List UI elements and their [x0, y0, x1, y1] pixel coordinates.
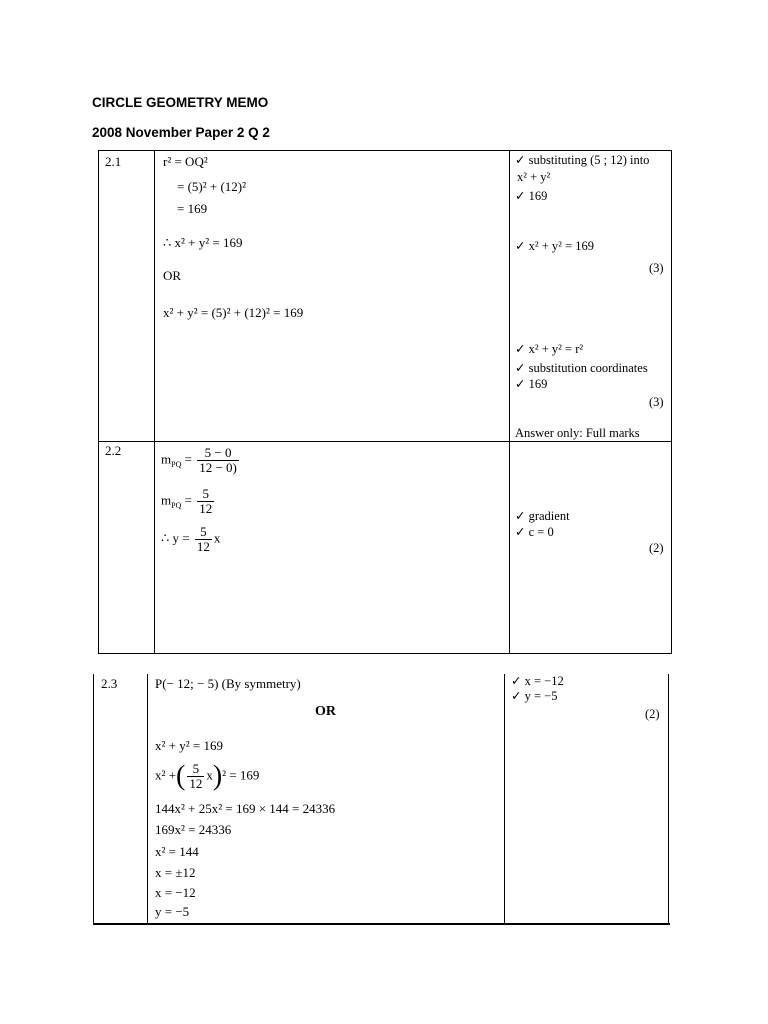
- answer-line: OR: [163, 268, 182, 283]
- answer-line: x = ±12: [155, 865, 196, 880]
- answer-line: x² = 144: [155, 844, 199, 859]
- mark-note: Answer only: Full marks: [515, 426, 640, 440]
- mark-item: ✓ substituting (5 ; 12) into: [515, 153, 650, 167]
- table-border-right: [668, 674, 669, 923]
- answer-line: 169x² = 24336: [155, 822, 232, 837]
- answer-line-fraction: [155, 762, 259, 791]
- answer-line: = (5)² + (12)²: [177, 179, 247, 194]
- answer-line: = 169: [177, 201, 208, 216]
- answer-line: r² = OQ²: [163, 154, 208, 169]
- page-subtitle: 2008 November Paper 2 Q 2: [92, 125, 270, 140]
- fraction-denominator: 12: [199, 501, 213, 516]
- answer-line: x² + y² = 169: [155, 738, 223, 753]
- fraction: [187, 762, 204, 791]
- equation-prefix: ∴ y =: [161, 530, 190, 546]
- expression-suffix: ² = 169: [222, 767, 260, 783]
- mark-item: ✓ y = −5: [511, 689, 558, 703]
- mark-total: (3): [649, 395, 664, 409]
- memo-table-2: [93, 674, 670, 925]
- column-divider: [509, 151, 510, 653]
- line-equation: [161, 525, 220, 554]
- mark-item: ✓ 169: [515, 189, 548, 203]
- mark-item: x² + y²: [517, 170, 551, 184]
- fraction: [197, 487, 214, 516]
- equation-suffix: x: [213, 530, 221, 546]
- row-divider: [99, 441, 671, 442]
- expression-variable: x: [206, 767, 213, 783]
- gradient-symbol: m: [161, 492, 172, 508]
- gradient-subscript: PQ: [171, 501, 182, 511]
- fraction-denominator: 12: [189, 776, 203, 791]
- mark-item: ✓ c = 0: [515, 525, 554, 539]
- paren-open: (: [175, 760, 186, 792]
- mark-total: (2): [645, 707, 660, 721]
- or-separator: OR: [315, 704, 336, 719]
- mark-item: ✓ 169: [515, 377, 548, 391]
- mark-item: ✓ gradient: [515, 509, 570, 523]
- gradient-line-2: $m_{PQ}$ = $\frac{5}{12}$: [161, 486, 213, 516]
- fraction-numerator: 5: [197, 487, 214, 502]
- answer-line: 144x² + 25x² = 169 × 144 = 24336: [155, 801, 336, 816]
- answer-line: x = −12: [155, 885, 196, 900]
- mark-total: (2): [649, 541, 664, 555]
- mark-total: (3): [649, 261, 664, 275]
- page-title: CIRCLE GEOMETRY MEMO: [92, 95, 269, 110]
- fraction: [195, 525, 212, 554]
- question-number: 2.2: [105, 443, 122, 458]
- column-divider: [154, 151, 155, 653]
- answer-line: y = −5: [155, 904, 190, 919]
- memo-table-1: [98, 150, 672, 654]
- fraction-denominator: 12: [196, 539, 210, 554]
- question-number: 2.3: [101, 676, 118, 691]
- mark-item: ✓ x² + y² = 169: [515, 239, 594, 253]
- mark-item: ✓ x = −12: [511, 674, 564, 688]
- table-border-left: [93, 674, 94, 923]
- mark-item: ✓ substitution coordinates: [515, 361, 648, 375]
- answer-line: x² + y² = (5)² + (12)² = 169: [163, 305, 304, 320]
- fraction-numerator: 5 − 0: [197, 446, 239, 461]
- expression-prefix: x² +: [155, 767, 176, 783]
- fraction: [197, 446, 239, 475]
- column-divider: [147, 674, 148, 923]
- question-number: 2.1: [105, 154, 122, 169]
- paren-close: ): [212, 760, 223, 792]
- gradient-subscript: PQ: [171, 460, 182, 470]
- mark-item: ✓ x² + y² = r²: [515, 342, 584, 356]
- gradient-line-1: $m_{PQ}$ = $\frac{5 - 0}{12 - 0)}$: [161, 445, 237, 475]
- fraction-numerator: 5: [187, 762, 204, 777]
- answer-line: P(− 12; − 5) (By symmetry): [155, 676, 301, 691]
- gradient-symbol: m: [161, 451, 172, 467]
- column-divider: [504, 674, 505, 923]
- fraction-numerator: 5: [195, 525, 212, 540]
- answer-line: ∴ x² + y² = 169: [163, 235, 243, 250]
- fraction-denominator: 12 − 0): [199, 460, 237, 475]
